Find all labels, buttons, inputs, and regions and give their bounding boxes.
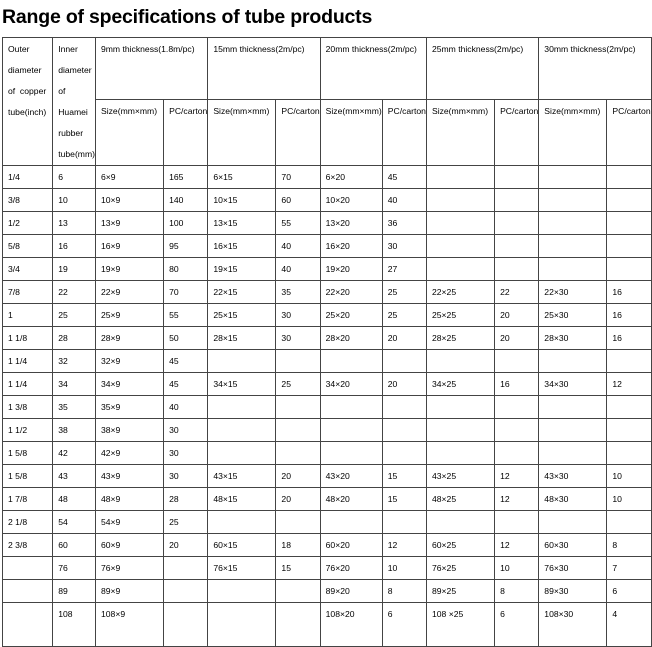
cell-size-25mm: 89×25 [426,580,494,603]
cell-pc-carton-9mm: 55 [164,304,208,327]
page-title: Range of specifications of tube products [2,6,373,28]
table-row [3,488,652,511]
cell-pc-carton-9mm: 20 [164,534,208,557]
cell-size-20mm: 60×20 [320,534,382,557]
cell-pc-carton-25mm [495,189,539,212]
cell-size-20mm [320,396,382,419]
cell-outer-diameter [3,557,53,580]
cell-size-20mm: 34×20 [320,373,382,396]
cell-pc-carton-9mm: 45 [164,350,208,373]
cell-size-9mm: 34×9 [95,373,163,396]
table-row [3,281,652,304]
cell-pc-carton-9mm: 45 [164,373,208,396]
cell-pc-carton-30mm [607,212,651,235]
cell-outer-diameter: 1/2 [3,212,53,235]
header-pc-carton-25mm: PC/carton [495,100,539,166]
cell-pc-carton-30mm: 16 [607,281,651,304]
cell-pc-carton-30mm [607,442,651,465]
cell-inner-diameter: 54 [53,511,96,534]
cell-size-9mm: 10×9 [95,189,163,212]
cell-pc-carton-15mm [276,580,320,603]
cell-pc-carton-20mm: 15 [382,465,426,488]
table-row [3,304,652,327]
cell-size-30mm [539,258,607,281]
cell-inner-diameter: 32 [53,350,96,373]
cell-pc-carton-25mm: 12 [495,488,539,511]
cell-size-30mm [539,166,607,189]
cell-inner-diameter: 89 [53,580,96,603]
cell-pc-carton-20mm: 20 [382,327,426,350]
cell-outer-diameter: 1 5/8 [3,442,53,465]
cell-pc-carton-9mm: 165 [164,166,208,189]
cell-inner-diameter: 48 [53,488,96,511]
cell-size-9mm: 19×9 [95,258,163,281]
cell-size-25mm [426,442,494,465]
cell-size-25mm: 34×25 [426,373,494,396]
header-group-15mm: 15mm thickness(2m/pc) [208,38,320,100]
cell-inner-diameter: 60 [53,534,96,557]
cell-size-15mm [208,511,276,534]
cell-pc-carton-25mm: 10 [495,557,539,580]
cell-pc-carton-15mm: 55 [276,212,320,235]
cell-size-9mm: 89×9 [95,580,163,603]
cell-pc-carton-20mm: 6 [382,603,426,647]
cell-pc-carton-15mm: 40 [276,235,320,258]
cell-size-30mm [539,189,607,212]
cell-size-25mm: 48×25 [426,488,494,511]
cell-pc-carton-20mm: 36 [382,212,426,235]
cell-pc-carton-25mm [495,419,539,442]
cell-size-30mm: 108×30 [539,603,607,647]
cell-pc-carton-30mm: 7 [607,557,651,580]
cell-pc-carton-30mm: 12 [607,373,651,396]
cell-pc-carton-15mm [276,419,320,442]
cell-inner-diameter: 108 [53,603,96,647]
cell-pc-carton-25mm: 16 [495,373,539,396]
cell-inner-diameter: 6 [53,166,96,189]
cell-size-30mm: 28×30 [539,327,607,350]
cell-outer-diameter: 1 1/2 [3,419,53,442]
cell-size-9mm: 54×9 [95,511,163,534]
header-size-25mm: Size(mm×mm) [426,100,494,166]
cell-pc-carton-15mm: 35 [276,281,320,304]
table-row [3,396,652,419]
cell-pc-carton-30mm [607,350,651,373]
cell-size-15mm [208,419,276,442]
cell-size-20mm: 6×20 [320,166,382,189]
cell-size-15mm: 48×15 [208,488,276,511]
cell-size-25mm [426,212,494,235]
header-pc-carton-20mm: PC/carton [382,100,426,166]
cell-inner-diameter: 38 [53,419,96,442]
cell-size-30mm: 25×30 [539,304,607,327]
cell-pc-carton-25mm: 12 [495,465,539,488]
cell-inner-diameter: 10 [53,189,96,212]
cell-inner-diameter: 28 [53,327,96,350]
cell-pc-carton-9mm: 25 [164,511,208,534]
cell-pc-carton-25mm: 6 [495,603,539,647]
cell-size-20mm [320,442,382,465]
cell-pc-carton-15mm: 60 [276,189,320,212]
cell-size-9mm: 60×9 [95,534,163,557]
cell-pc-carton-15mm [276,442,320,465]
cell-pc-carton-20mm: 12 [382,534,426,557]
cell-size-25mm: 108 ×25 [426,603,494,647]
cell-pc-carton-20mm: 20 [382,373,426,396]
cell-pc-carton-25mm: 20 [495,327,539,350]
cell-size-15mm [208,396,276,419]
cell-size-30mm [539,419,607,442]
cell-size-20mm: 19×20 [320,258,382,281]
cell-size-15mm [208,350,276,373]
cell-size-25mm [426,258,494,281]
cell-pc-carton-25mm [495,511,539,534]
table-row [3,235,652,258]
cell-size-20mm: 25×20 [320,304,382,327]
cell-pc-carton-25mm: 12 [495,534,539,557]
cell-size-25mm: 60×25 [426,534,494,557]
cell-size-15mm: 19×15 [208,258,276,281]
table-row [3,557,652,580]
table-row [3,580,652,603]
cell-pc-carton-30mm: 6 [607,580,651,603]
cell-size-30mm: 60×30 [539,534,607,557]
cell-pc-carton-30mm [607,166,651,189]
cell-size-9mm: 48×9 [95,488,163,511]
cell-outer-diameter: 2 1/8 [3,511,53,534]
cell-size-15mm: 43×15 [208,465,276,488]
cell-size-30mm [539,511,607,534]
cell-pc-carton-15mm: 18 [276,534,320,557]
cell-pc-carton-25mm [495,442,539,465]
cell-pc-carton-25mm [495,212,539,235]
cell-size-30mm: 76×30 [539,557,607,580]
cell-pc-carton-20mm [382,350,426,373]
cell-pc-carton-20mm [382,511,426,534]
cell-pc-carton-20mm: 25 [382,281,426,304]
cell-size-20mm: 16×20 [320,235,382,258]
cell-size-9mm: 16×9 [95,235,163,258]
cell-outer-diameter: 1 1/4 [3,373,53,396]
cell-size-25mm: 25×25 [426,304,494,327]
table-row [3,166,652,189]
cell-size-9mm: 35×9 [95,396,163,419]
header-group-25mm: 25mm thickness(2m/pc) [426,38,538,100]
cell-size-15mm [208,603,276,647]
cell-size-15mm: 22×15 [208,281,276,304]
table-row [3,534,652,557]
cell-size-15mm [208,580,276,603]
cell-pc-carton-30mm [607,189,651,212]
cell-outer-diameter: 1 1/8 [3,327,53,350]
cell-size-25mm [426,235,494,258]
cell-size-20mm: 76×20 [320,557,382,580]
cell-inner-diameter: 43 [53,465,96,488]
cell-size-25mm [426,511,494,534]
cell-pc-carton-30mm [607,235,651,258]
cell-outer-diameter: 1 1/4 [3,350,53,373]
cell-pc-carton-20mm: 27 [382,258,426,281]
cell-pc-carton-30mm: 16 [607,327,651,350]
cell-outer-diameter: 1 3/8 [3,396,53,419]
cell-size-15mm: 28×15 [208,327,276,350]
cell-size-25mm [426,419,494,442]
cell-pc-carton-20mm: 40 [382,189,426,212]
cell-size-20mm: 48×20 [320,488,382,511]
cell-pc-carton-20mm [382,442,426,465]
cell-size-30mm [539,212,607,235]
table-row [3,603,652,647]
header-group-20mm: 20mm thickness(2m/pc) [320,38,426,100]
cell-inner-diameter: 76 [53,557,96,580]
cell-pc-carton-30mm: 8 [607,534,651,557]
cell-outer-diameter: 1/4 [3,166,53,189]
cell-pc-carton-25mm: 20 [495,304,539,327]
cell-size-30mm [539,235,607,258]
cell-inner-diameter: 19 [53,258,96,281]
header-size-9mm: Size(mm×mm) [95,100,163,166]
cell-pc-carton-15mm: 25 [276,373,320,396]
cell-pc-carton-30mm [607,511,651,534]
cell-pc-carton-25mm [495,350,539,373]
cell-outer-diameter: 7/8 [3,281,53,304]
header-size-20mm: Size(mm×mm) [320,100,382,166]
cell-size-9mm: 43×9 [95,465,163,488]
table-row [3,212,652,235]
cell-size-25mm: 22×25 [426,281,494,304]
cell-pc-carton-9mm: 140 [164,189,208,212]
cell-pc-carton-30mm: 10 [607,465,651,488]
cell-pc-carton-25mm: 8 [495,580,539,603]
cell-size-15mm: 60×15 [208,534,276,557]
cell-size-25mm [426,396,494,419]
table-row [3,373,652,396]
cell-pc-carton-20mm [382,396,426,419]
cell-pc-carton-9mm [164,580,208,603]
cell-outer-diameter [3,603,53,647]
cell-pc-carton-15mm [276,396,320,419]
cell-size-25mm [426,189,494,212]
cell-size-9mm: 108×9 [95,603,163,647]
cell-pc-carton-25mm [495,396,539,419]
cell-pc-carton-30mm: 4 [607,603,651,647]
header-pc-carton-9mm: PC/carton [164,100,208,166]
cell-pc-carton-15mm: 70 [276,166,320,189]
cell-size-20mm [320,350,382,373]
cell-pc-carton-9mm: 50 [164,327,208,350]
cell-size-30mm [539,350,607,373]
cell-size-20mm: 10×20 [320,189,382,212]
cell-pc-carton-9mm: 70 [164,281,208,304]
cell-size-20mm [320,419,382,442]
cell-outer-diameter: 2 3/8 [3,534,53,557]
header-pc-carton-30mm: PC/carton [607,100,651,166]
cell-outer-diameter: 1 5/8 [3,465,53,488]
cell-size-25mm: 28×25 [426,327,494,350]
table-row [3,442,652,465]
cell-pc-carton-30mm [607,419,651,442]
header-size-30mm: Size(mm×mm) [539,100,607,166]
header-pc-carton-15mm: PC/carton [276,100,320,166]
cell-outer-diameter [3,580,53,603]
cell-size-15mm: 34×15 [208,373,276,396]
cell-size-25mm [426,166,494,189]
table-row [3,511,652,534]
header-inner-diameter: Inner diameter of Huamei rubber tube(mm) [53,38,96,166]
cell-pc-carton-25mm [495,235,539,258]
cell-size-9mm: 76×9 [95,557,163,580]
cell-pc-carton-9mm: 80 [164,258,208,281]
spec-table [2,37,652,647]
cell-pc-carton-20mm: 30 [382,235,426,258]
cell-size-15mm: 76×15 [208,557,276,580]
cell-pc-carton-20mm: 8 [382,580,426,603]
cell-size-9mm: 42×9 [95,442,163,465]
cell-pc-carton-25mm [495,166,539,189]
cell-inner-diameter: 42 [53,442,96,465]
header-size-15mm: Size(mm×mm) [208,100,276,166]
cell-size-9mm: 32×9 [95,350,163,373]
cell-size-20mm: 13×20 [320,212,382,235]
cell-size-9mm: 22×9 [95,281,163,304]
cell-size-15mm: 25×15 [208,304,276,327]
cell-inner-diameter: 35 [53,396,96,419]
cell-size-9mm: 25×9 [95,304,163,327]
cell-size-15mm: 13×15 [208,212,276,235]
cell-pc-carton-9mm [164,557,208,580]
cell-size-30mm: 89×30 [539,580,607,603]
header-group-9mm: 9mm thickness(1.8m/pc) [95,38,207,100]
cell-pc-carton-30mm [607,396,651,419]
cell-pc-carton-30mm [607,258,651,281]
cell-outer-diameter: 1 7/8 [3,488,53,511]
table-row [3,350,652,373]
cell-size-20mm: 22×20 [320,281,382,304]
cell-pc-carton-9mm: 95 [164,235,208,258]
cell-outer-diameter: 3/8 [3,189,53,212]
cell-size-15mm [208,442,276,465]
cell-size-15mm: 10×15 [208,189,276,212]
cell-pc-carton-30mm: 16 [607,304,651,327]
cell-pc-carton-9mm: 40 [164,396,208,419]
cell-pc-carton-15mm [276,603,320,647]
cell-size-30mm: 48×30 [539,488,607,511]
cell-pc-carton-25mm [495,258,539,281]
cell-outer-diameter: 5/8 [3,235,53,258]
table-row [3,419,652,442]
cell-size-9mm: 28×9 [95,327,163,350]
cell-inner-diameter: 16 [53,235,96,258]
cell-pc-carton-15mm: 40 [276,258,320,281]
cell-size-25mm: 76×25 [426,557,494,580]
header-outer-diameter: Outer diameter of copper tube(inch) [3,38,53,166]
cell-pc-carton-20mm: 25 [382,304,426,327]
cell-size-30mm [539,396,607,419]
cell-pc-carton-15mm: 20 [276,488,320,511]
cell-inner-diameter: 34 [53,373,96,396]
cell-pc-carton-15mm [276,511,320,534]
table-row [3,465,652,488]
cell-inner-diameter: 13 [53,212,96,235]
cell-size-30mm [539,442,607,465]
cell-pc-carton-25mm: 22 [495,281,539,304]
cell-outer-diameter: 3/4 [3,258,53,281]
cell-pc-carton-9mm: 100 [164,212,208,235]
cell-pc-carton-30mm: 10 [607,488,651,511]
cell-pc-carton-15mm: 30 [276,304,320,327]
cell-size-9mm: 38×9 [95,419,163,442]
cell-pc-carton-15mm [276,350,320,373]
cell-pc-carton-9mm: 30 [164,442,208,465]
cell-pc-carton-15mm: 20 [276,465,320,488]
cell-pc-carton-20mm [382,419,426,442]
cell-size-20mm: 43×20 [320,465,382,488]
cell-size-20mm [320,511,382,534]
cell-size-9mm: 13×9 [95,212,163,235]
cell-pc-carton-9mm: 30 [164,465,208,488]
cell-size-20mm: 89×20 [320,580,382,603]
cell-size-30mm: 22×30 [539,281,607,304]
cell-size-15mm: 16×15 [208,235,276,258]
table-row [3,327,652,350]
cell-pc-carton-15mm: 15 [276,557,320,580]
cell-size-15mm: 6×15 [208,166,276,189]
cell-pc-carton-20mm: 45 [382,166,426,189]
header-group-30mm: 30mm thickness(2m/pc) [539,38,651,100]
cell-size-9mm: 6×9 [95,166,163,189]
table-row [3,258,652,281]
cell-size-20mm: 108×20 [320,603,382,647]
cell-size-25mm [426,350,494,373]
table-row [3,189,652,212]
cell-pc-carton-20mm: 15 [382,488,426,511]
cell-pc-carton-20mm: 10 [382,557,426,580]
cell-pc-carton-9mm: 28 [164,488,208,511]
cell-size-25mm: 43×25 [426,465,494,488]
cell-inner-diameter: 22 [53,281,96,304]
cell-pc-carton-9mm: 30 [164,419,208,442]
cell-size-20mm: 28×20 [320,327,382,350]
cell-outer-diameter: 1 [3,304,53,327]
cell-pc-carton-9mm [164,603,208,647]
cell-size-30mm: 34×30 [539,373,607,396]
cell-pc-carton-15mm: 30 [276,327,320,350]
cell-size-30mm: 43×30 [539,465,607,488]
cell-inner-diameter: 25 [53,304,96,327]
